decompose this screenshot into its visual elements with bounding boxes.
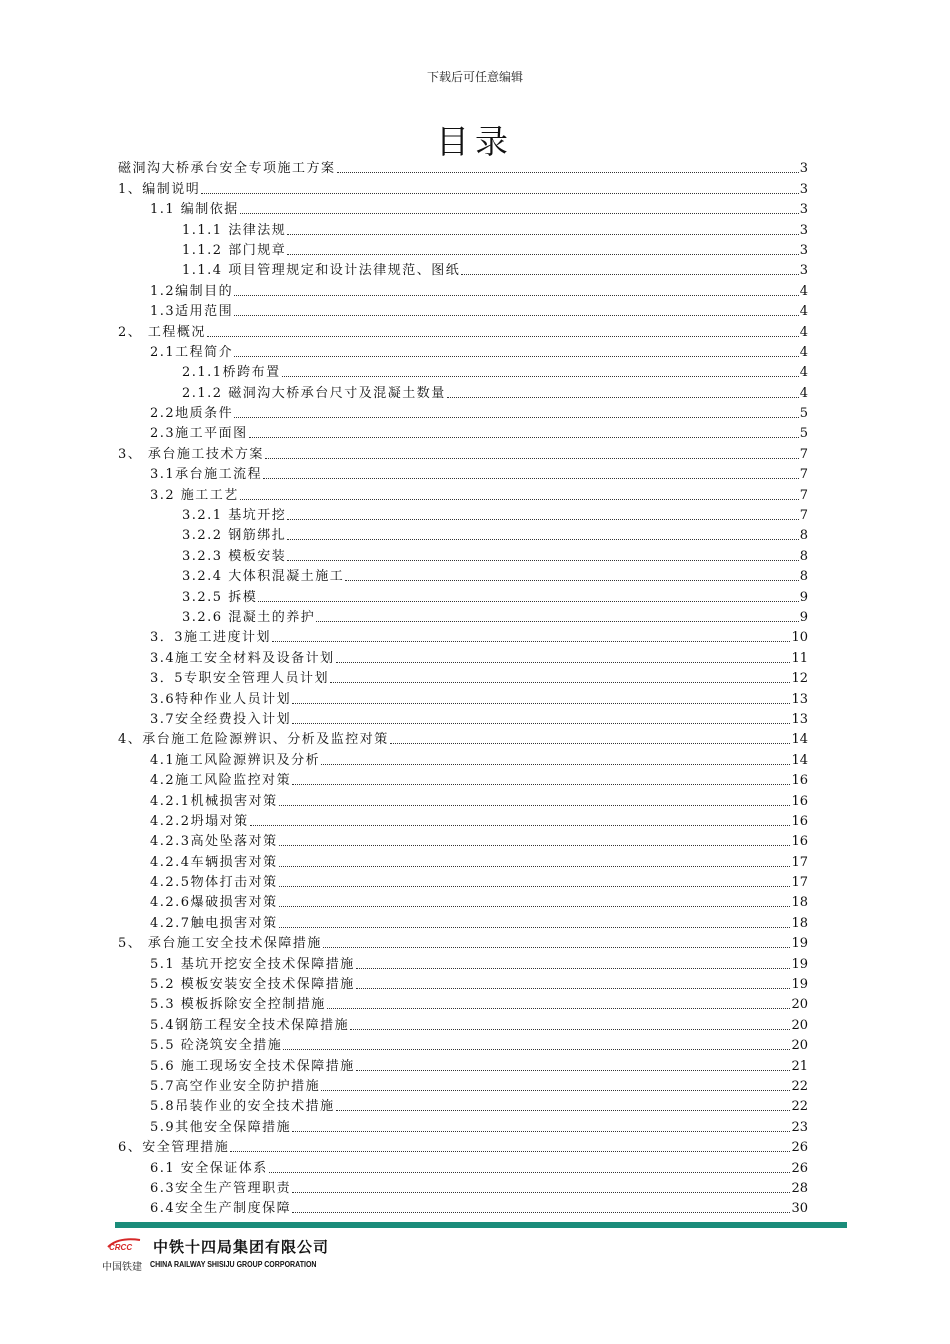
toc-dot-leader (356, 988, 791, 989)
toc-entry-page: 4 (799, 385, 808, 401)
toc-entry-label: 4.2.3高处坠落对策 (150, 834, 278, 850)
toc-dot-leader (201, 193, 798, 194)
toc-dot-leader (316, 621, 799, 622)
toc-entry[interactable] (118, 1136, 808, 1156)
toc-entry-label: 1.1.2 部门规章 (182, 242, 287, 258)
toc-entry-page: 19 (791, 956, 808, 972)
toc-dot-leader (321, 764, 790, 765)
toc-entry[interactable] (118, 544, 808, 564)
toc-entry-page: 3 (799, 222, 808, 238)
toc-entry-page: 7 (799, 508, 808, 524)
toc-entry-page: 26 (791, 1160, 808, 1176)
toc-entry-label: 2、 工程概况 (118, 324, 206, 340)
toc-entry[interactable] (118, 177, 808, 197)
toc-entry[interactable] (118, 993, 808, 1013)
toc-entry-page: 3 (799, 263, 808, 279)
toc-entry[interactable] (118, 626, 808, 646)
toc-entry-label: 4.2.4车辆损害对策 (150, 854, 278, 870)
toc-entry-page: 22 (791, 1078, 808, 1094)
toc-entry-page: 21 (791, 1058, 808, 1074)
toc-entry[interactable] (118, 198, 808, 218)
toc-dot-leader (327, 1008, 791, 1009)
toc-entry-page: 8 (799, 528, 808, 544)
toc-entry-page: 3 (799, 161, 808, 177)
toc-dot-leader (283, 1049, 790, 1050)
toc-entry[interactable] (118, 504, 808, 524)
toc-entry[interactable] (118, 463, 808, 483)
svg-text:CRCC: CRCC (109, 1243, 133, 1252)
toc-entry-label: 6.1 安全保证体系 (150, 1160, 268, 1176)
toc-entry-page: 7 (799, 467, 808, 483)
toc-entry[interactable] (118, 483, 808, 503)
toc-entry-label: 3.7安全经费投入计划 (150, 711, 292, 727)
toc-dot-leader (390, 743, 791, 744)
toc-dot-leader (345, 580, 799, 581)
crcc-logo-icon (104, 1236, 144, 1252)
toc-entry[interactable] (118, 687, 808, 707)
toc-entry-label: 5、 承台施工安全技术保障措施 (118, 936, 322, 952)
toc-dot-leader (258, 601, 799, 602)
toc-entry[interactable] (118, 422, 808, 442)
toc-entry-page: 22 (791, 1099, 808, 1115)
toc-dot-leader (230, 1151, 790, 1152)
toc-entry-page: 16 (791, 813, 808, 829)
toc-entry[interactable] (118, 300, 808, 320)
toc-dot-leader (263, 478, 799, 479)
toc-entry-page: 19 (791, 977, 808, 993)
toc-entry[interactable] (118, 341, 808, 361)
toc-entry-page: 18 (791, 915, 808, 931)
toc-entry-page: 9 (799, 589, 808, 605)
toc-entry-page: 8 (799, 548, 808, 564)
toc-entry[interactable] (118, 259, 808, 279)
toc-entry-page: 26 (791, 1140, 808, 1156)
toc-dot-leader (234, 356, 799, 357)
toc-dot-leader (292, 723, 790, 724)
toc-entry[interactable] (118, 932, 808, 952)
toc-entry[interactable] (118, 789, 808, 809)
toc-entry-page: 14 (791, 732, 808, 748)
header-note: 下载后可任意编辑 (426, 70, 523, 84)
toc-entry-page: 20 (791, 1017, 808, 1033)
toc-entry-page: 9 (799, 609, 808, 625)
toc-entry-page: 14 (791, 752, 808, 768)
toc-dot-leader (292, 784, 790, 785)
toc-dot-leader (337, 172, 799, 173)
toc-dot-leader (279, 886, 791, 887)
toc-entry[interactable] (118, 850, 808, 870)
toc-dot-leader (240, 213, 799, 214)
toc-entry[interactable] (118, 524, 808, 544)
toc-dot-leader (207, 336, 799, 337)
toc-entry-label: 3.1承台施工流程 (150, 467, 263, 483)
toc-entry[interactable] (118, 585, 808, 605)
toc-entry-page: 3 (799, 202, 808, 218)
toc-entry-page: 11 (791, 650, 808, 666)
toc-title: 目录 (436, 122, 514, 161)
footer-divider (115, 1222, 847, 1228)
toc-entry-page: 5 (799, 426, 808, 442)
toc-dot-leader (240, 499, 799, 500)
toc-entry-label: 3.2.4 大体积混凝土施工 (182, 569, 345, 585)
toc-entry-label: 2.1.2 磁洞沟大桥承台尺寸及混凝土数量 (182, 385, 446, 401)
toc-entry-page: 18 (791, 895, 808, 911)
toc-entry-label: 5.5 砼浇筑安全措施 (150, 1038, 283, 1054)
toc-entry-label: 5.9其他安全保障措施 (150, 1119, 292, 1135)
toc-entry-page: 28 (791, 1180, 808, 1196)
toc-entry[interactable] (118, 218, 808, 238)
toc-entry[interactable] (118, 1054, 808, 1074)
toc-dot-leader (279, 927, 791, 928)
toc-dot-leader (287, 539, 799, 540)
toc-dot-leader (336, 1110, 791, 1111)
toc-entry-label: 6、安全管理措施 (118, 1140, 230, 1156)
brand-name-cn: 中国铁建 (102, 1262, 142, 1273)
toc-entry-page: 19 (791, 936, 808, 952)
toc-entry-label: 5.8吊装作业的安全技术措施 (150, 1099, 335, 1115)
toc-entry-label: 3.2.2 钢筋绑扎 (182, 528, 287, 544)
toc-entry-page: 17 (791, 875, 808, 891)
toc-dot-leader (350, 1029, 790, 1030)
company-name-cn: 中铁十四局集团有限公司 (153, 1238, 330, 1256)
toc-entry[interactable] (118, 1197, 808, 1217)
toc-entry-page: 4 (799, 365, 808, 381)
toc-entry-label: 4.2.7触电损害对策 (150, 915, 278, 931)
toc-entry-label: 1.2编制目的 (150, 283, 234, 299)
toc-entry[interactable] (118, 239, 808, 259)
toc-dot-leader (292, 703, 790, 704)
toc-entry[interactable] (118, 871, 808, 891)
toc-entry-page: 3 (799, 242, 808, 258)
toc-entry-page: 8 (799, 569, 808, 585)
toc-entry-label: 3.2.1 基坑开挖 (182, 508, 287, 524)
company-name-en: CHINA RAILWAY SHISIJU GROUP CORPORATION (150, 1260, 317, 1269)
toc-dot-leader (447, 397, 799, 398)
toc-entry-label: 1.1.1 法律法规 (182, 222, 287, 238)
toc-entry-label: 3.2.6 混凝土的养护 (182, 609, 316, 625)
toc-entry[interactable] (118, 361, 808, 381)
toc-entry-label: 2.3施工平面图 (150, 426, 248, 442)
toc-entry-page: 16 (791, 793, 808, 809)
toc-dot-leader (279, 906, 791, 907)
toc-dot-leader (330, 682, 790, 683)
toc-entry-page: 12 (791, 671, 808, 687)
toc-dot-leader (269, 1172, 791, 1173)
toc-entry-label: 3.4施工安全材料及设备计划 (150, 650, 335, 666)
toc-entry-page: 4 (799, 324, 808, 340)
toc-entry[interactable] (118, 1095, 808, 1115)
toc-entry[interactable] (118, 1075, 808, 1095)
toc-entry-label: 3.2.5 拆模 (182, 589, 258, 605)
toc-entry-page: 30 (791, 1201, 808, 1217)
toc-dot-leader (234, 295, 799, 296)
toc-dot-leader (250, 825, 791, 826)
toc-entry-label: 1.3适用范围 (150, 304, 234, 320)
toc-dot-leader (287, 254, 799, 255)
toc-entry[interactable] (118, 667, 808, 687)
toc-entry-label: 1.1.4 项目管理规定和设计法律规范、图纸 (182, 263, 461, 279)
toc-dot-leader (292, 1212, 790, 1213)
toc-entry[interactable] (118, 748, 808, 768)
toc-entry[interactable] (118, 708, 808, 728)
toc-entry[interactable] (118, 157, 808, 177)
toc-entry-label: 6.4安全生产制度保障 (150, 1201, 292, 1217)
toc-dot-leader (249, 437, 799, 438)
toc-entry-page: 10 (791, 630, 808, 646)
toc-entry-label: 5.2 模板安装安全技术保障措施 (150, 977, 355, 993)
toc-entry-label: 5.7高空作业安全防护措施 (150, 1078, 321, 1094)
toc-entry-label: 1.1 编制依据 (150, 202, 239, 218)
toc-entry[interactable] (118, 973, 808, 993)
toc-entry-label: 5.4钢筋工程安全技术保障措施 (150, 1017, 350, 1033)
toc-dot-leader (265, 458, 799, 459)
toc-entry-page: 17 (791, 854, 808, 870)
toc-entry[interactable] (118, 565, 808, 585)
toc-dot-leader (356, 1070, 791, 1071)
toc-entry-label: 4.2施工风险监控对策 (150, 773, 292, 789)
table-of-contents (118, 157, 808, 1217)
toc-entry-label: 2.2地质条件 (150, 406, 234, 422)
toc-entry-label: 2.1工程简介 (150, 344, 234, 360)
toc-dot-leader (287, 560, 799, 561)
toc-entry-label: 1、编制说明 (118, 181, 201, 197)
toc-entry-label: 4.1施工风险源辨识及分析 (150, 752, 321, 768)
toc-entry-label: 4.2.6爆破损害对策 (150, 895, 278, 911)
toc-entry-page: 20 (791, 1038, 808, 1054)
toc-entry[interactable] (118, 1115, 808, 1135)
toc-entry-label: 5.6 施工现场安全技术保障措施 (150, 1058, 355, 1074)
toc-entry-label: 4.2.1机械损害对策 (150, 793, 278, 809)
toc-dot-leader (272, 641, 790, 642)
toc-entry[interactable] (118, 646, 808, 666)
toc-entry[interactable] (118, 810, 808, 830)
toc-entry-page: 3 (799, 181, 808, 197)
toc-entry-label: 5.1 基坑开挖安全技术保障措施 (150, 956, 355, 972)
toc-entry[interactable] (118, 320, 808, 340)
toc-entry[interactable] (118, 279, 808, 299)
toc-entry-label: 4.2.2坍塌对策 (150, 813, 249, 829)
toc-dot-leader (287, 234, 799, 235)
toc-entry[interactable] (118, 952, 808, 972)
toc-entry-page: 5 (799, 406, 808, 422)
toc-entry-page: 20 (791, 997, 808, 1013)
toc-entry-page: 16 (791, 773, 808, 789)
toc-entry-label: 4、承台施工危险源辨识、分析及监控对策 (118, 732, 389, 748)
toc-dot-leader (279, 845, 791, 846)
toc-entry-label: 磁洞沟大桥承台安全专项施工方案 (118, 161, 336, 177)
toc-entry[interactable] (118, 1034, 808, 1054)
toc-dot-leader (292, 1192, 790, 1193)
toc-entry-label: 3．3施工进度计划 (150, 630, 272, 646)
toc-dot-leader (234, 417, 799, 418)
toc-entry[interactable] (118, 830, 808, 850)
toc-entry-label: 6.3安全生产管理职责 (150, 1180, 292, 1196)
toc-entry-page: 4 (799, 283, 808, 299)
toc-entry[interactable] (118, 1013, 808, 1033)
toc-entry-page: 4 (799, 304, 808, 320)
toc-entry[interactable] (118, 769, 808, 789)
toc-entry[interactable] (118, 911, 808, 931)
toc-entry-label: 3.2.3 模板安装 (182, 548, 287, 564)
toc-dot-leader (282, 376, 799, 377)
toc-entry-page: 4 (799, 344, 808, 360)
toc-entry-label: 3.2 施工工艺 (150, 487, 239, 503)
toc-entry-label: 3、 承台施工技术方案 (118, 446, 264, 462)
toc-dot-leader (234, 315, 799, 316)
toc-entry[interactable] (118, 1156, 808, 1176)
toc-entry-label: 3.6特种作业人员计划 (150, 691, 292, 707)
toc-entry-page: 23 (791, 1119, 808, 1135)
toc-dot-leader (336, 662, 791, 663)
toc-entry[interactable] (118, 381, 808, 401)
toc-entry[interactable] (118, 606, 808, 626)
toc-entry[interactable] (118, 442, 808, 462)
toc-dot-leader (292, 1131, 790, 1132)
toc-dot-leader (356, 968, 791, 969)
toc-dot-leader (323, 947, 791, 948)
toc-entry[interactable] (118, 728, 808, 748)
toc-entry[interactable] (118, 891, 808, 911)
toc-entry-label: 2.1.1桥跨布置 (182, 365, 281, 381)
toc-dot-leader (287, 519, 799, 520)
toc-dot-leader (461, 274, 799, 275)
toc-entry-page: 13 (791, 691, 808, 707)
toc-dot-leader (279, 805, 791, 806)
toc-entry-page: 7 (799, 487, 808, 503)
toc-entry-label: 4.2.5物体打击对策 (150, 875, 278, 891)
toc-entry[interactable] (118, 1177, 808, 1197)
toc-entry-page: 7 (799, 446, 808, 462)
toc-dot-leader (279, 866, 791, 867)
toc-entry-label: 3．5专职安全管理人员计划 (150, 671, 330, 687)
toc-entry[interactable] (118, 402, 808, 422)
toc-entry-page: 13 (791, 711, 808, 727)
toc-entry-page: 16 (791, 834, 808, 850)
toc-dot-leader (321, 1090, 790, 1091)
toc-entry-label: 5.3 模板拆除安全控制措施 (150, 997, 326, 1013)
